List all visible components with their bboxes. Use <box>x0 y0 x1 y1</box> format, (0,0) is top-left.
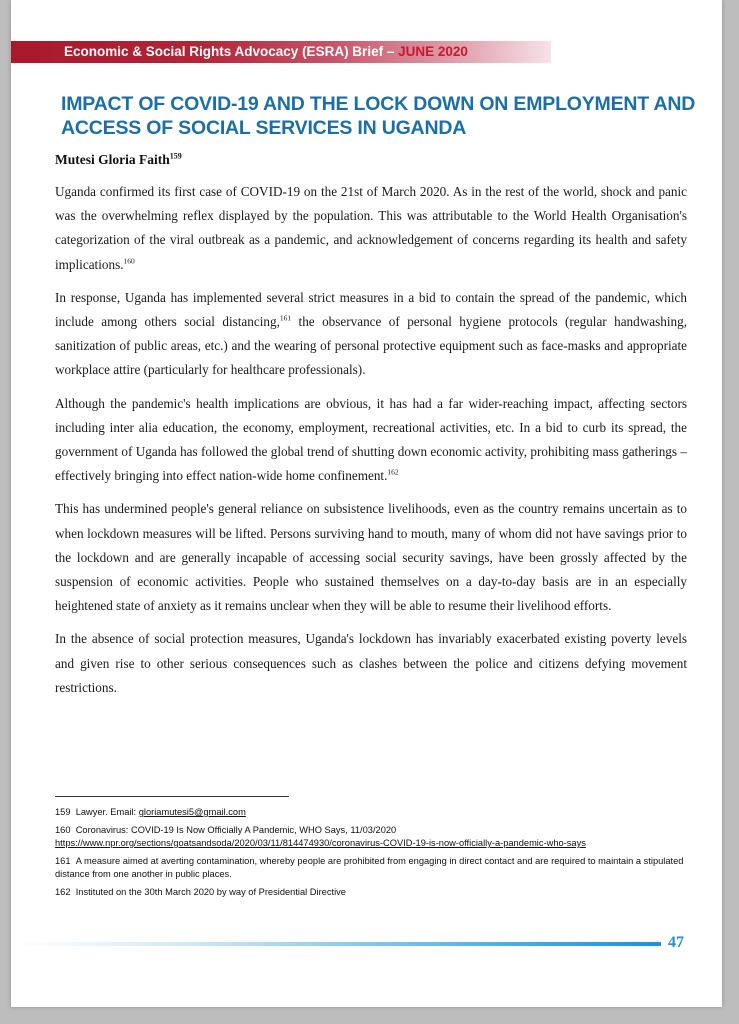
page-number: 47 <box>668 934 684 951</box>
paragraph-3 <box>55 392 687 489</box>
footnotes <box>55 806 695 904</box>
footnote-text: Instituted on the 30th March 2020 by way of Presidential Directive <box>75 887 346 897</box>
document-page <box>11 0 722 1007</box>
footnote-160 <box>55 824 695 850</box>
brief-label: Economic & Social Rights Advocacy (ESRA) Brief <box>64 44 384 59</box>
paragraph-4 <box>55 497 687 618</box>
paragraph-text: the observance of personal hygiene protocols (regular handwashing, sanitization of public areas, etc.) and the wearing of personal protective equipment such as face-masks and appropriate workplace attire (particularly for healthcare professionals). <box>55 314 687 378</box>
footnote-ref-160[interactable]: 160 <box>123 256 135 266</box>
footnote-number: 162 <box>55 887 71 897</box>
footnote-text: A measure aimed at averting contamination, whereby people are prohibited from engaging in direct contact and are required to maintain a stipulated distance from one another in public places. <box>55 856 684 879</box>
paragraph-text: Uganda confirmed its first case of COVID-19 on the 21st of March 2020. As in the rest of the world, shock and panic was the overwhelming reflex displayed by the population. This was attributable to the World Health Organisation's categorization of the viral outbreak as a pandemic, and acknowledgement of concerns regarding its health and safety implications. <box>55 184 687 272</box>
paragraph-text: Although the pandemic's health implications are obvious, it has had a far wider-reaching impact, affecting sectors including inter alia education, the economy, employment, recreational activities, etc. In a bid to curb its spread, the government of Uganda has followed the global trend of shutting down economic activity, prohibiting mass gatherings – effectively bringing into effect nation-wide home confinement. <box>55 395 687 484</box>
source-url-link[interactable]: https://www.npr.org/sections/goatsandsoda/2020/03/11/814474930/coronavirus-COVID-19-is-now-officially-a-pandemic-who-says <box>55 838 586 848</box>
article-body <box>55 180 687 709</box>
article-title: IMPACT OF COVID-19 AND THE LOCK DOWN ON EMPLOYMENT AND ACCESS OF SOCIAL SERVICES IN UGANDA <box>61 93 696 139</box>
email-link[interactable]: gloriamutesi5@gmail.com <box>138 807 246 817</box>
footnote-ref-161[interactable]: 161 <box>279 313 292 323</box>
paragraph-5 <box>55 627 687 700</box>
footnote-divider <box>55 796 289 797</box>
paragraph-1 <box>55 180 687 277</box>
paragraph-text: This has undermined people's general reliance on subsistence livelihoods, even as the country remains uncertain as to when lockdown measures will be lifted. Persons surviving hand to mouth, many of whom did not have savings prior to the lockdown and are generally incapable of accessing social security savings, have been grossly affected by the suspension of economic activities. People who sustained themselves on a day-to-day basis are in an especially heightened state of anxiety as it remains unclear when they will be able to resume their livelihood efforts. <box>55 501 687 614</box>
footer-rule <box>11 942 661 946</box>
author-text: Mutesi Gloria Faith <box>55 152 170 167</box>
paragraph-2 <box>55 286 687 383</box>
footnote-text: Lawyer. Email: <box>75 807 139 817</box>
footnote-number: 161 <box>55 856 71 866</box>
header-separator: – <box>386 44 395 59</box>
author-footnote-ref[interactable]: 159 <box>169 151 182 161</box>
footnote-161 <box>55 855 695 881</box>
footnote-number: 160 <box>55 825 71 835</box>
paragraph-text: In response, Uganda has implemented several strict measures in a bid to contain the spread of the pandemic, which include among others social distancing, <box>55 289 687 330</box>
footnote-number: 159 <box>55 807 71 817</box>
paragraph-text: In the absence of social protection measures, Uganda's lockdown has invariably exacerbated existing poverty levels and given rise to other serious consequences such as clashes between the police and citizens defying movement restrictions. <box>55 631 687 695</box>
author-name <box>55 152 182 168</box>
header-date: JUNE 2020 <box>398 44 468 59</box>
footnote-ref-162[interactable]: 162 <box>387 467 399 477</box>
running-header <box>64 44 468 59</box>
footnote-162 <box>55 886 695 899</box>
footnote-text: Coronavirus: COVID-19 Is Now Officially A Pandemic, WHO Says, 11/03/2020 <box>75 825 397 835</box>
footnote-159 <box>55 806 695 819</box>
